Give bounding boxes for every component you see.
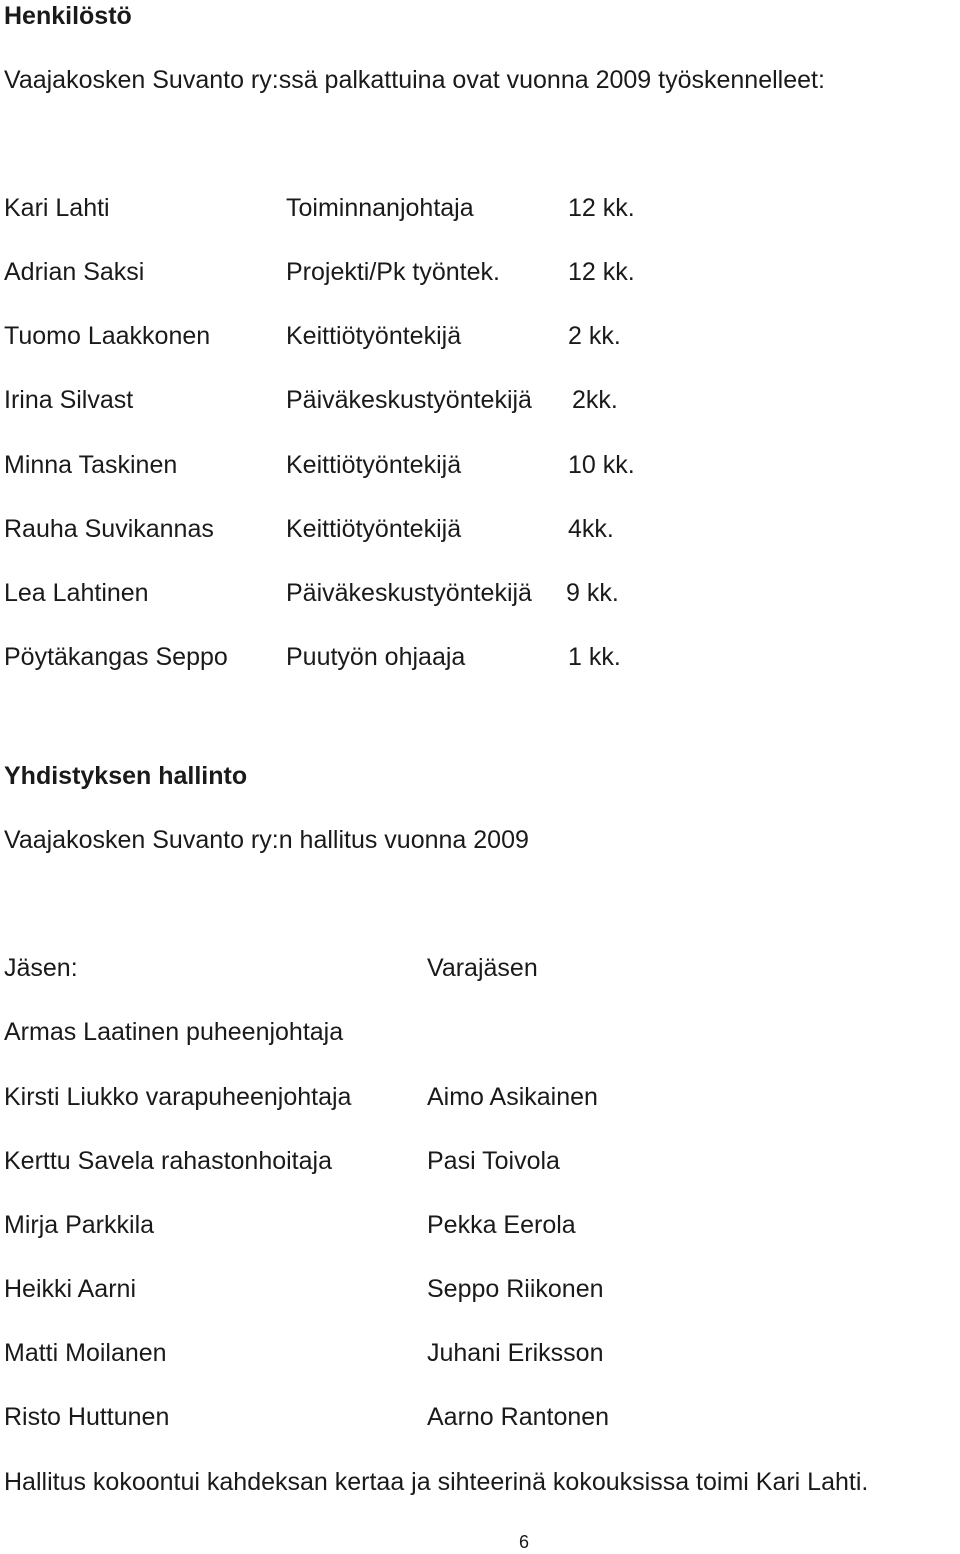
staff-role: Toiminnanjohtaja [286, 194, 474, 222]
staff-role: Puutyön ohjaaja [286, 643, 466, 671]
staff-name: Adrian Saksi [4, 258, 145, 286]
board-row [0, 1210, 960, 1240]
staff-row [0, 450, 960, 480]
staff-role: Keittiötyöntekijä [286, 451, 462, 479]
staff-row [0, 257, 960, 287]
staff-row [0, 385, 960, 415]
staff-row [0, 514, 960, 544]
staff-months: 1 kk. [568, 643, 621, 671]
staff-row [0, 578, 960, 608]
staff-months: 4kk. [568, 515, 614, 543]
staff-role: Keittiötyöntekijä [286, 322, 462, 350]
staff-name: Lea Lahtinen [4, 579, 149, 607]
staff-name: Kari Lahti [4, 194, 110, 222]
staff-name: Tuomo Laakkonen [4, 322, 211, 350]
board-deputy: Seppo Riikonen [427, 1275, 604, 1303]
staff-months: 12 kk. [568, 194, 635, 222]
board-member: Matti Moilanen [4, 1339, 167, 1367]
board-member: Risto Huttunen [4, 1403, 170, 1431]
board-closing-text: Hallitus kokoontui kahdeksan kertaa ja sihteerinä kokouksissa toimi Kari Lahti. [4, 1468, 869, 1496]
staff-months: 2kk. [572, 386, 618, 414]
staff-intro: Vaajakosken Suvanto ry:ssä palkattuina ovat vuonna 2009 työskennelleet: [4, 66, 825, 94]
board-deputy: Pasi Toivola [427, 1147, 560, 1175]
staff-row [0, 193, 960, 223]
board-intro: Vaajakosken Suvanto ry:n hallitus vuonna 2009 [4, 826, 529, 854]
staff-months: 9 kk. [566, 579, 619, 607]
board-member: Heikki Aarni [4, 1275, 136, 1303]
staff-role: Päiväkeskustyöntekijä [286, 386, 532, 414]
board-row [0, 1146, 960, 1176]
staff-name: Rauha Suvikannas [4, 515, 214, 543]
staff-heading: Henkilöstö [4, 2, 132, 30]
board-deputy: Aarno Rantonen [427, 1403, 610, 1431]
staff-months: 2 kk. [568, 322, 621, 350]
board-row [0, 1402, 960, 1432]
staff-name: Minna Taskinen [4, 451, 178, 479]
board-row [0, 1338, 960, 1368]
staff-row [0, 321, 960, 351]
staff-name: Pöytäkangas Seppo [4, 643, 228, 671]
staff-role: Keittiötyöntekijä [286, 515, 462, 543]
board-deputy: Aimo Asikainen [427, 1083, 598, 1111]
board-member: Kerttu Savela rahastonhoitaja [4, 1147, 332, 1175]
member-column-header: Jäsen: [4, 954, 78, 982]
staff-role: Projekti/Pk työntek. [286, 258, 500, 286]
board-member: Kirsti Liukko varapuheenjohtaja [4, 1083, 352, 1111]
board-member: Mirja Parkkila [4, 1211, 155, 1239]
board-member: Armas Laatinen puheenjohtaja [4, 1018, 344, 1046]
page-number: 6 [518, 1532, 529, 1552]
staff-months: 10 kk. [568, 451, 635, 479]
staff-months: 12 kk. [568, 258, 635, 286]
staff-row [0, 642, 960, 672]
board-deputy: Juhani Eriksson [427, 1339, 604, 1367]
board-header-row [0, 953, 960, 983]
staff-name: Irina Silvast [4, 386, 134, 414]
board-row [0, 1274, 960, 1304]
deputy-column-header: Varajäsen [427, 954, 538, 982]
board-heading: Yhdistyksen hallinto [4, 762, 248, 790]
board-deputy: Pekka Eerola [427, 1211, 576, 1239]
board-row [0, 1017, 960, 1047]
board-row [0, 1082, 960, 1112]
staff-role: Päiväkeskustyöntekijä [286, 579, 532, 607]
